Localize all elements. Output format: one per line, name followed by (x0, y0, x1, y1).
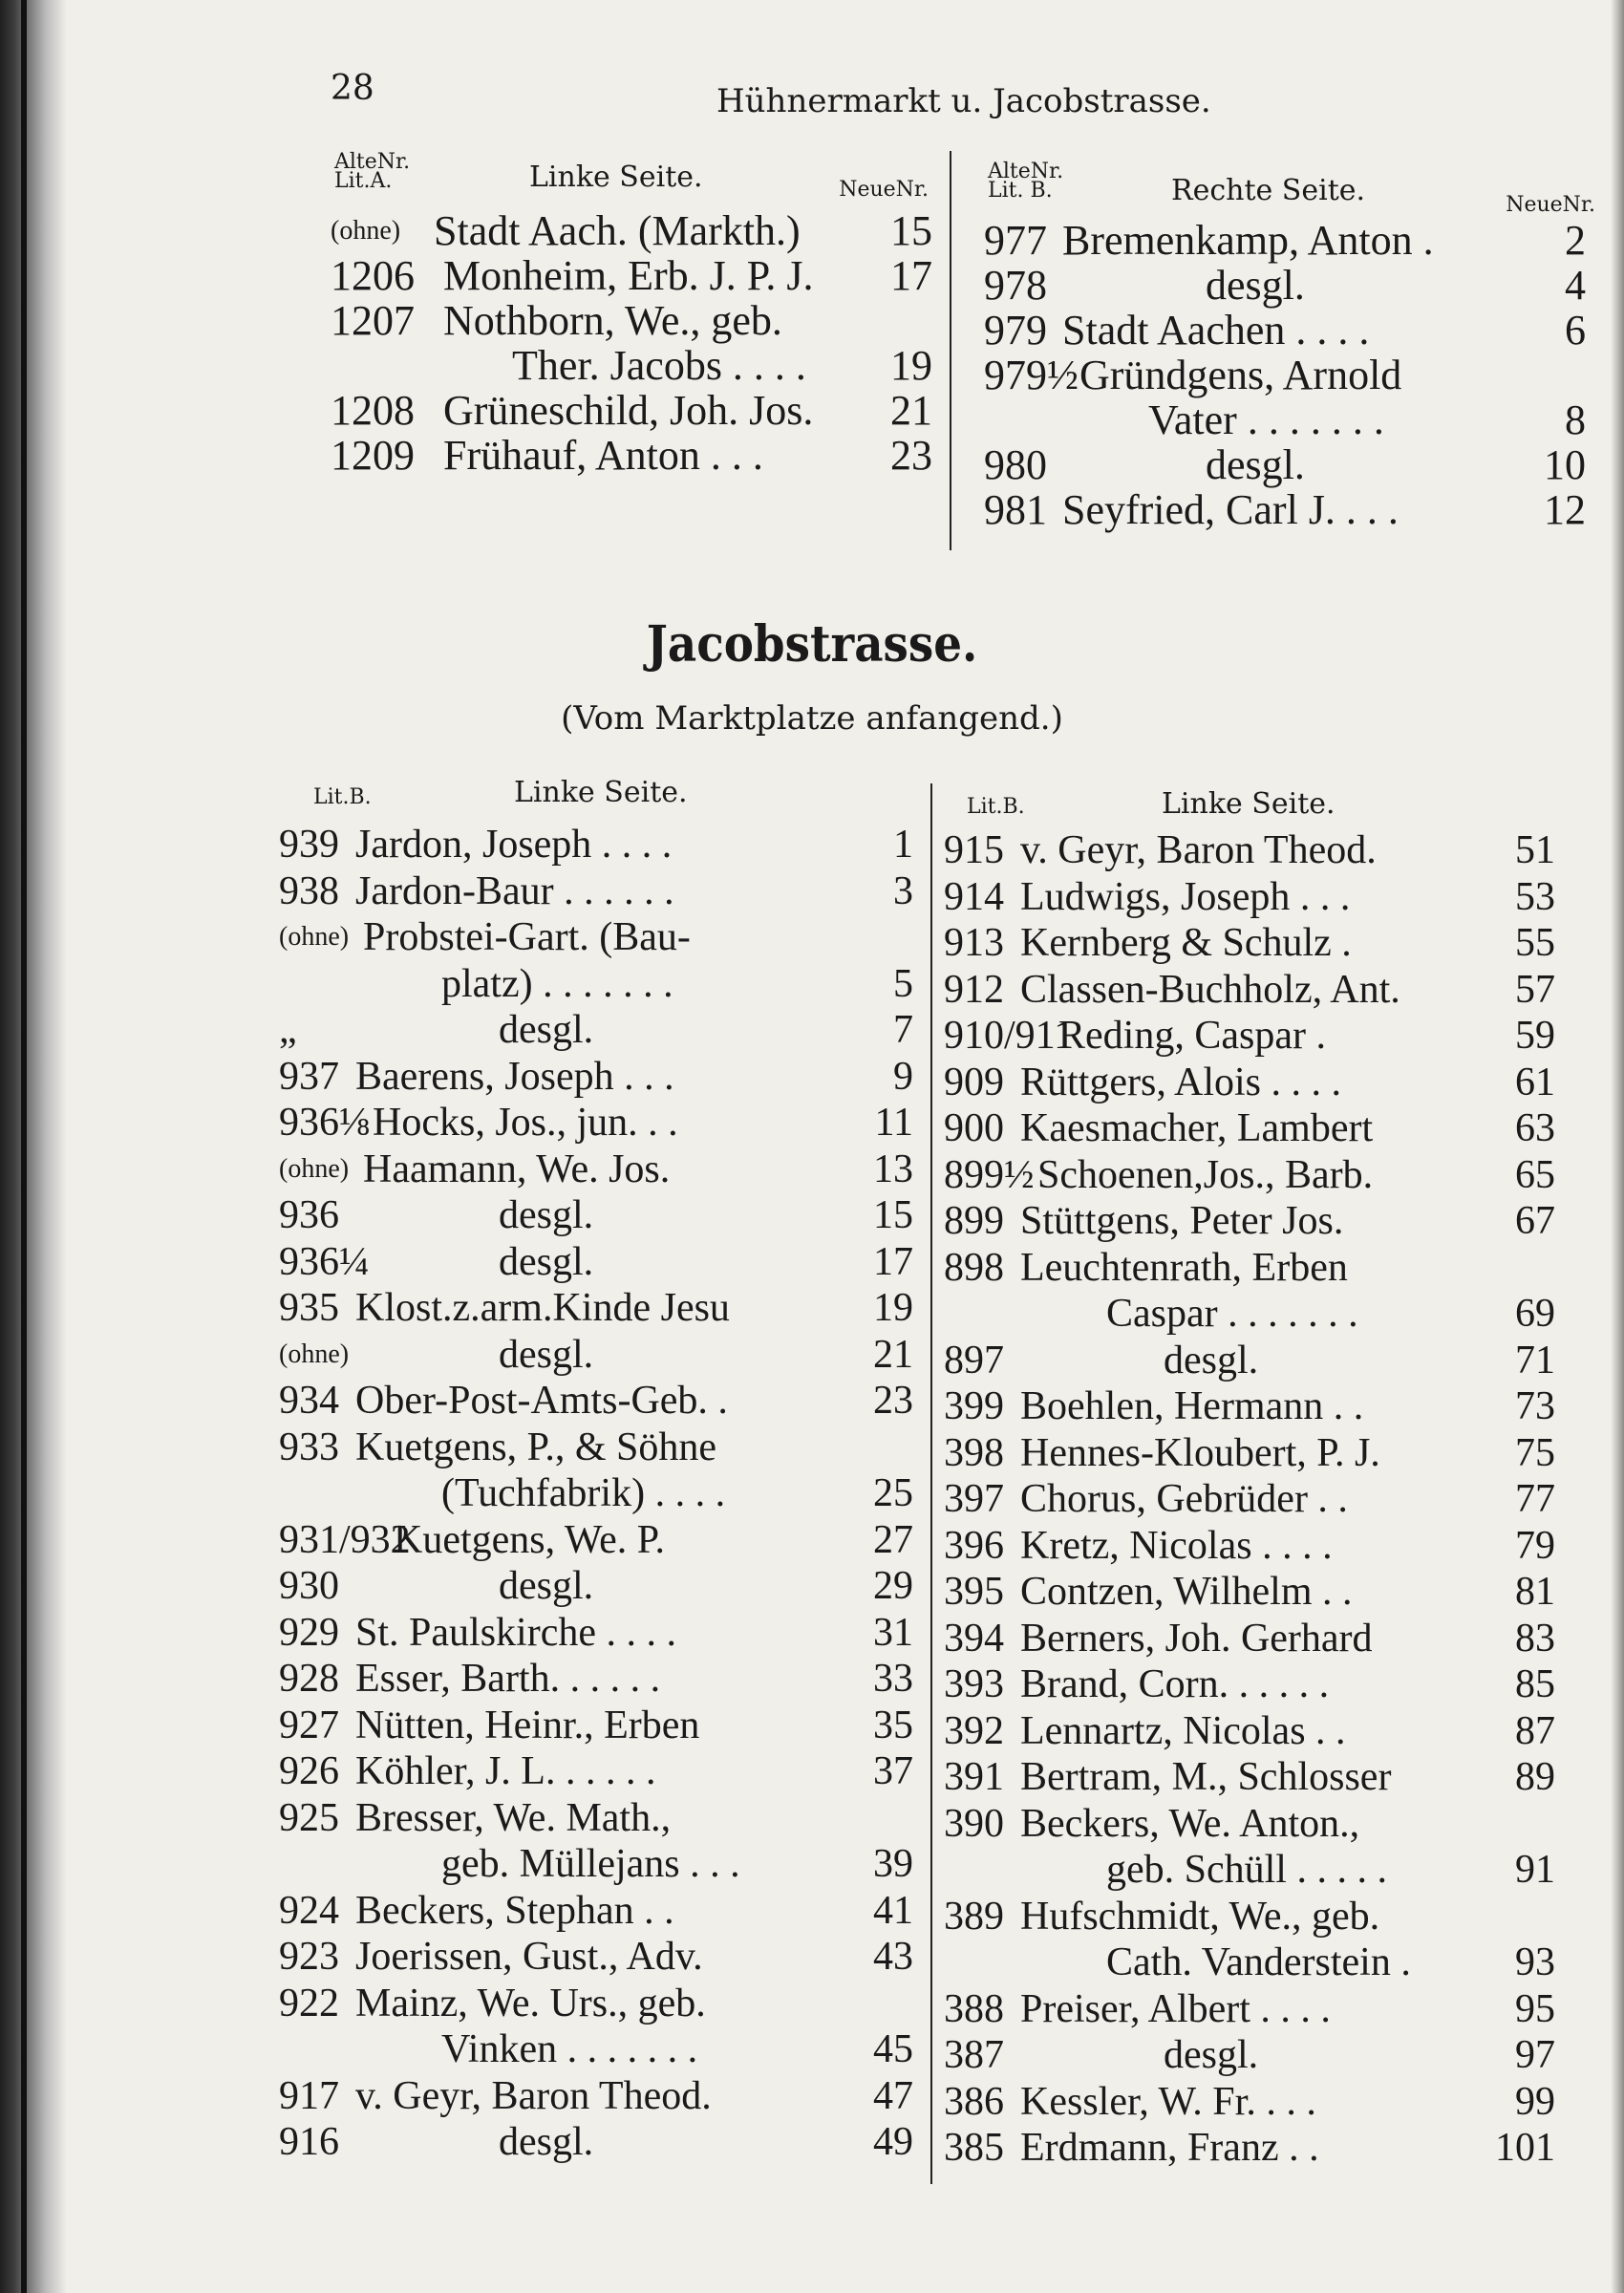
resident-name: v. Geyr, Baron Theod. (1020, 828, 1377, 872)
list-item (331, 433, 932, 478)
new-number-header: NeueNr. (1506, 193, 1595, 217)
resident-name: Kessler, W. Fr. . . . (1020, 2079, 1316, 2124)
new-house-number: 10 (1544, 441, 1586, 488)
new-house-number: 75 (1515, 1430, 1555, 1475)
old-house-number: 938 (279, 868, 339, 913)
new-house-number: 15 (890, 207, 932, 254)
old-house-number: 386 (944, 2079, 1004, 2124)
side-header: Linke Seite. (529, 161, 703, 194)
resident-name: Kuetgens, P., & Söhne (355, 1425, 716, 1469)
list-item (944, 1291, 1555, 1338)
old-house-number: 391 (944, 1755, 1004, 1799)
new-house-number: 85 (1515, 1662, 1555, 1706)
old-house-number: 977 (984, 217, 1047, 264)
new-house-number: 7 (893, 1008, 913, 1052)
resident-name: Esser, Barth. . . . . . (355, 1657, 661, 1701)
old-house-number: (ohne) (279, 922, 350, 952)
old-house-number: 397 (944, 1477, 1004, 1521)
old-house-number: 939 (279, 823, 339, 867)
entry-list (331, 208, 932, 478)
list-item (944, 1661, 1555, 1708)
new-house-number: 6 (1565, 307, 1586, 354)
list-item (279, 1285, 913, 1332)
resident-name: desgl. (1164, 1338, 1259, 1382)
resident-name: Caspar . . . . . . . (1106, 1292, 1358, 1336)
list-item (984, 353, 1586, 397)
resident-name: desgl. (499, 1193, 594, 1237)
new-house-number: 95 (1515, 1986, 1555, 2031)
new-house-number: 19 (890, 342, 932, 389)
list-item (944, 1939, 1555, 1986)
new-house-number: 43 (873, 1935, 913, 1979)
new-house-number: 3 (893, 868, 913, 913)
resident-name: Joerissen, Gust., Adv. (355, 1935, 703, 1979)
old-house-number: 926 (279, 1749, 339, 1793)
list-item (279, 961, 913, 1008)
list-item (944, 1569, 1555, 1616)
new-house-number: 15 (873, 1193, 913, 1237)
old-house-number: 1207 (331, 297, 415, 344)
old-house-number: 979 (984, 307, 1047, 354)
section-title: Jacobstrasse. (646, 615, 978, 674)
resident-name: desgl. (499, 1564, 594, 1608)
list-item (984, 487, 1586, 532)
list-item (984, 397, 1586, 442)
resident-name: Gründgens, Arnold (1079, 352, 1402, 398)
resident-name: Frühauf, Anton . . . (443, 432, 763, 479)
resident-name: Kernberg & Schulz . (1020, 921, 1352, 965)
list-item (279, 1378, 913, 1425)
resident-name: Schoenen,Jos., Barb. (1037, 1152, 1374, 1197)
list-item (279, 1054, 913, 1101)
list-item (279, 914, 913, 961)
list-item (944, 1013, 1555, 1060)
new-house-number: 29 (873, 1564, 913, 1608)
resident-name: desgl. (499, 1332, 594, 1377)
resident-name: platz) . . . . . . . (441, 961, 673, 1006)
old-house-number: 399 (944, 1384, 1004, 1428)
side-header: Linke Seite. (514, 776, 688, 809)
old-house-number: 929 (279, 1610, 339, 1655)
old-house-number: 900 (944, 1106, 1004, 1150)
list-item (279, 1795, 913, 1842)
list-item (279, 1610, 913, 1657)
list-item (984, 263, 1586, 308)
list-item (279, 1332, 913, 1379)
list-item (944, 1476, 1555, 1523)
old-house-number: 389 (944, 1894, 1004, 1939)
main-right-column (944, 783, 1555, 2197)
resident-name: Hocks, Jos., jun. . . (373, 1101, 678, 1145)
list-item (279, 1470, 913, 1517)
old-house-number: 927 (279, 1703, 339, 1747)
old-house-number: 387 (944, 2033, 1004, 2077)
new-house-number: 17 (873, 1239, 913, 1284)
new-house-number: 2 (1565, 217, 1586, 264)
new-house-number: 8 (1565, 396, 1586, 443)
new-house-number: 49 (873, 2120, 913, 2164)
new-house-number: 59 (1515, 1014, 1555, 1058)
list-item (944, 1383, 1555, 1430)
new-house-number: 37 (873, 1749, 913, 1793)
section-subtitle: (Vom Marktplatze anfangend.) (561, 699, 1063, 738)
list-item (944, 2125, 1555, 2172)
new-house-number: 25 (873, 1471, 913, 1515)
new-house-number: 101 (1495, 2126, 1555, 2170)
old-house-number: 398 (944, 1430, 1004, 1475)
old-house-number: (ohne) (279, 1153, 350, 1184)
old-house-number: 897 (944, 1338, 1004, 1382)
list-item (944, 1986, 1555, 2033)
resident-name: Vater . . . . . . . (1148, 396, 1384, 443)
resident-name: Grüneschild, Joh. Jos. (443, 387, 814, 434)
new-house-number: 45 (873, 2027, 913, 2071)
list-item (944, 1105, 1555, 1152)
new-house-number: 79 (1515, 1523, 1555, 1568)
old-house-number: 917 (279, 2073, 339, 2118)
new-house-number: 19 (873, 1286, 913, 1330)
resident-name: Ober-Post-Amts-Geb. . (355, 1379, 728, 1423)
old-house-number: 930 (279, 1564, 339, 1608)
list-item (279, 1100, 913, 1146)
resident-name: Classen-Buchholz, Ant. (1020, 967, 1400, 1012)
resident-name: Rüttgers, Alois . . . . (1020, 1060, 1342, 1104)
new-house-number: 21 (873, 1332, 913, 1377)
new-house-number: 17 (890, 252, 932, 299)
old-house-number: 922 (279, 1981, 339, 2025)
list-item (944, 2079, 1555, 2126)
list-item (331, 253, 932, 298)
old-house-number: 909 (944, 1060, 1004, 1104)
resident-name: desgl. (499, 2120, 594, 2164)
old-house-number: 898 (944, 1245, 1004, 1290)
list-item (944, 1847, 1555, 1894)
main-left-column (279, 776, 913, 2190)
old-house-number: 928 (279, 1657, 339, 1701)
resident-name: (Tuchfabrik) . . . . (441, 1471, 726, 1515)
old-house-number: 388 (944, 1986, 1004, 2031)
list-item (944, 967, 1555, 1014)
list-item (944, 1708, 1555, 1755)
old-house-number: 924 (279, 1888, 339, 1933)
resident-name: desgl. (1206, 262, 1305, 309)
new-house-number: 57 (1515, 967, 1555, 1012)
old-house-number: 1208 (331, 387, 415, 434)
list-item (984, 308, 1586, 353)
list-item (279, 2119, 913, 2166)
new-house-number: 5 (893, 961, 913, 1006)
new-house-number: 97 (1515, 2033, 1555, 2077)
list-item (944, 827, 1555, 874)
list-item (279, 1146, 913, 1193)
new-house-number: 71 (1515, 1338, 1555, 1382)
resident-name: St. Paulskirche . . . . (355, 1610, 676, 1655)
resident-name: Cath. Vanderstein . (1106, 1940, 1411, 1984)
old-house-number: „ (279, 1008, 297, 1052)
list-item (331, 343, 932, 388)
old-house-number: 390 (944, 1801, 1004, 1846)
resident-name: Bremenkamp, Anton . (1062, 217, 1434, 264)
old-house-number: 925 (279, 1795, 339, 1840)
list-item (279, 2026, 913, 2073)
resident-name: Jardon, Joseph . . . . (355, 823, 673, 867)
new-house-number: 99 (1515, 2079, 1555, 2124)
old-house-number: 915 (944, 828, 1004, 872)
new-house-number: 73 (1515, 1384, 1555, 1428)
old-number-header: AlteNr. Lit.A. (334, 150, 411, 193)
side-header: Rechte Seite. (1171, 174, 1366, 207)
list-item (331, 208, 932, 253)
new-house-number: 1 (893, 823, 913, 867)
old-house-number: 910/911 (944, 1014, 1075, 1058)
old-house-number: 980 (984, 441, 1047, 488)
resident-name: Haamann, We. Jos. (363, 1146, 671, 1191)
new-house-number: 51 (1515, 828, 1555, 872)
list-item (944, 1060, 1555, 1106)
list-item (984, 218, 1586, 263)
old-house-number: 914 (944, 874, 1004, 919)
side-header: Linke Seite. (1162, 787, 1336, 821)
old-house-number: 931/932 (279, 1517, 411, 1562)
list-item (944, 1152, 1555, 1199)
new-house-number: 77 (1515, 1477, 1555, 1521)
old-house-number: (ohne) (279, 1339, 350, 1369)
list-item (279, 1563, 913, 1610)
resident-name: geb. Müllejans . . . (441, 1842, 740, 1886)
old-house-number: 923 (279, 1935, 339, 1979)
list-item (944, 874, 1555, 921)
resident-name: Ludwigs, Joseph . . . (1020, 874, 1351, 919)
new-house-number: 4 (1565, 262, 1586, 309)
list-item (279, 1888, 913, 1935)
new-house-number: 31 (873, 1610, 913, 1655)
new-house-number: 91 (1515, 1848, 1555, 1892)
new-house-number: 61 (1515, 1060, 1555, 1104)
new-house-number: 93 (1515, 1940, 1555, 1984)
old-house-number: 937 (279, 1054, 339, 1099)
new-house-number: 83 (1515, 1616, 1555, 1661)
new-house-number: 11 (874, 1101, 913, 1145)
list-item (279, 2073, 913, 2120)
list-item (331, 298, 932, 343)
old-house-number: 395 (944, 1570, 1004, 1614)
resident-name: Beckers, We. Anton., (1020, 1801, 1360, 1846)
new-house-number: 12 (1544, 486, 1586, 533)
old-house-number: 1209 (331, 432, 415, 479)
resident-name: Baerens, Joseph . . . (355, 1054, 674, 1099)
lit-header: Lit.B. (313, 785, 372, 809)
list-item (944, 1523, 1555, 1570)
list-item (279, 1517, 913, 1564)
entry-list (984, 218, 1586, 532)
list-item (944, 920, 1555, 967)
list-item (279, 1841, 913, 1888)
old-house-number: 981 (984, 486, 1047, 533)
old-house-number: 933 (279, 1425, 339, 1469)
list-item (279, 1192, 913, 1239)
new-house-number: 27 (873, 1517, 913, 1562)
old-house-number: 393 (944, 1662, 1004, 1706)
old-house-number: 912 (944, 967, 1004, 1012)
resident-name: Reding, Caspar . (1058, 1014, 1326, 1058)
new-house-number: 69 (1515, 1292, 1555, 1336)
list-item (944, 1894, 1555, 1940)
old-house-number: 899 (944, 1199, 1004, 1243)
resident-name: Köhler, J. L. . . . . . (355, 1749, 656, 1793)
resident-name: Boehlen, Hermann . . (1020, 1384, 1364, 1428)
resident-name: Nütten, Heinr., Erben (355, 1703, 700, 1747)
resident-name: Stadt Aach. (Markth.) (434, 207, 801, 254)
running-head: Hühnermarkt u. Jacobstrasse. (716, 82, 1211, 120)
resident-name: Berners, Joh. Gerhard (1020, 1616, 1373, 1661)
entry-list (944, 827, 1555, 2172)
resident-name: desgl. (1206, 441, 1305, 488)
new-house-number: 41 (873, 1888, 913, 1933)
resident-name: Nothborn, We., geb. (443, 297, 782, 344)
new-house-number: 33 (873, 1657, 913, 1701)
entry-list (279, 822, 913, 2166)
resident-name: Lennartz, Nicolas . . (1020, 1708, 1346, 1753)
resident-name: Hufschmidt, We., geb. (1020, 1894, 1380, 1939)
resident-name: Klost.z.arm.Kinde Jesu (355, 1286, 730, 1330)
resident-name: desgl. (499, 1239, 594, 1284)
resident-name: Stadt Aachen . . . . (1062, 307, 1370, 354)
new-house-number: 65 (1515, 1152, 1555, 1197)
list-item (279, 1748, 913, 1795)
new-house-number: 21 (890, 387, 932, 434)
column-divider (950, 151, 951, 550)
new-house-number: 35 (873, 1703, 913, 1747)
resident-name: Kaesmacher, Lambert (1020, 1106, 1374, 1150)
old-number-header: AlteNr. Lit. B. (988, 160, 1064, 203)
resident-name: Erdmann, Franz . . (1020, 2126, 1319, 2170)
new-house-number: 63 (1515, 1106, 1555, 1150)
new-house-number: 89 (1515, 1755, 1555, 1799)
list-item (944, 1801, 1555, 1848)
old-house-number: 935 (279, 1286, 339, 1330)
old-house-number: 979½ (984, 352, 1079, 398)
resident-name: Stüttgens, Peter Jos. (1020, 1199, 1344, 1243)
resident-name: desgl. (1164, 2033, 1259, 2077)
resident-name: Probstei-Gart. (Bau- (363, 915, 691, 959)
old-house-number: 899½ (944, 1152, 1035, 1197)
resident-name: Leuchtenrath, Erben (1020, 1245, 1348, 1290)
new-house-number: 55 (1515, 921, 1555, 965)
resident-name: Hennes-Kloubert, P. J. (1020, 1430, 1380, 1475)
resident-name: Bertram, M., Schlosser (1020, 1755, 1392, 1799)
list-item (279, 1656, 913, 1703)
old-house-number: 916 (279, 2120, 339, 2164)
list-item (984, 442, 1586, 487)
list-item (944, 1616, 1555, 1662)
old-house-number: 936 (279, 1193, 339, 1237)
old-house-number: 394 (944, 1616, 1004, 1661)
new-house-number: 39 (873, 1842, 913, 1886)
new-house-number: 13 (873, 1146, 913, 1191)
new-number-header: NeueNr. (839, 178, 929, 202)
list-item (944, 1198, 1555, 1245)
list-item (279, 1934, 913, 1981)
resident-name: Chorus, Gebrüder . . (1020, 1477, 1348, 1521)
list-item (944, 2032, 1555, 2079)
resident-name: Kuetgens, We. P. (394, 1517, 665, 1562)
resident-name: Jardon-Baur . . . . . . (355, 868, 674, 913)
old-house-number: 934 (279, 1379, 339, 1423)
column-divider (930, 783, 932, 2184)
old-house-number: (ohne) (331, 216, 401, 246)
list-item (279, 868, 913, 915)
old-house-number: 936⅛ (279, 1101, 370, 1145)
list-item (279, 1981, 913, 2027)
list-item (279, 1239, 913, 1286)
resident-name: Mainz, We. Urs., geb. (355, 1981, 706, 2025)
list-item (279, 1703, 913, 1749)
resident-name: Ther. Jacobs . . . . (512, 342, 806, 389)
new-house-number: 67 (1515, 1199, 1555, 1243)
resident-name: Vinken . . . . . . . (441, 2027, 698, 2071)
list-item (279, 1007, 913, 1054)
resident-name: Beckers, Stephan . . (355, 1888, 674, 1933)
new-house-number: 23 (890, 432, 932, 479)
list-item (279, 1425, 913, 1471)
resident-name: Monheim, Erb. J. P. J. (443, 252, 814, 299)
new-house-number: 53 (1515, 874, 1555, 919)
page-number: 28 (331, 69, 374, 108)
resident-name: v. Geyr, Baron Theod. (355, 2073, 712, 2118)
new-house-number: 9 (893, 1054, 913, 1099)
list-item (944, 1754, 1555, 1801)
old-house-number: 396 (944, 1523, 1004, 1568)
resident-name: Preiser, Albert . . . . (1020, 1986, 1331, 2031)
list-item (944, 1338, 1555, 1384)
resident-name: desgl. (499, 1008, 594, 1052)
old-house-number: 913 (944, 921, 1004, 965)
resident-name: geb. Schüll . . . . . (1106, 1848, 1387, 1892)
list-item (944, 1245, 1555, 1292)
list-item (279, 822, 913, 868)
new-house-number: 23 (873, 1379, 913, 1423)
resident-name: Contzen, Wilhelm . . (1020, 1570, 1353, 1614)
top-right-column (984, 153, 1595, 554)
list-item (331, 388, 932, 433)
new-house-number: 81 (1515, 1570, 1555, 1614)
new-house-number: 47 (873, 2073, 913, 2118)
old-house-number: 936¼ (279, 1239, 370, 1284)
top-left-column (331, 150, 932, 516)
old-house-number: 1206 (331, 252, 415, 299)
resident-name: Brand, Corn. . . . . . (1020, 1662, 1330, 1706)
old-house-number: 978 (984, 262, 1047, 309)
lit-header: Lit.B. (967, 795, 1025, 819)
old-house-number: 385 (944, 2126, 1004, 2170)
list-item (944, 1430, 1555, 1477)
old-house-number: 392 (944, 1708, 1004, 1753)
resident-name: Kretz, Nicolas . . . . (1020, 1523, 1333, 1568)
resident-name: Seyfried, Carl J. . . . (1062, 486, 1399, 533)
new-house-number: 87 (1515, 1708, 1555, 1753)
resident-name: Bresser, We. Math., (355, 1795, 672, 1840)
